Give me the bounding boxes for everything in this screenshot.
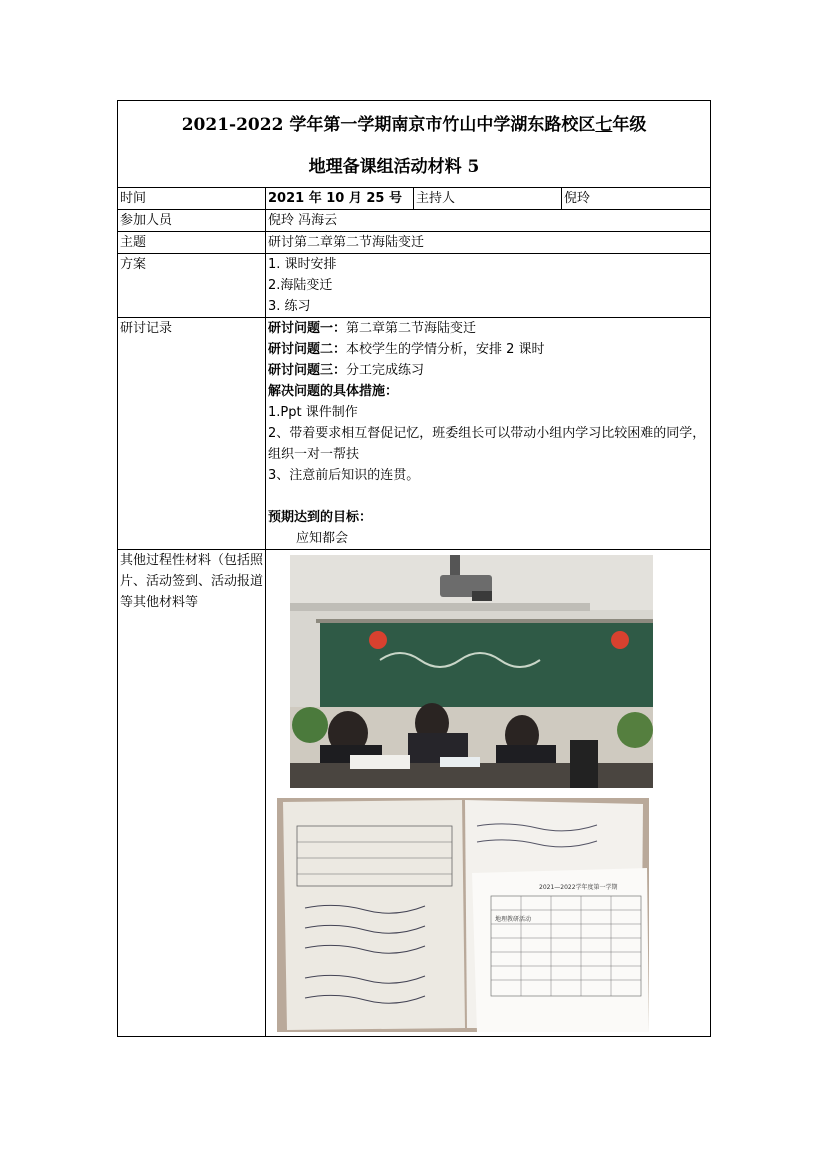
other-materials-label: 其他过程性材料（包括照片、活动签到、活动报道等其他材料等 xyxy=(118,550,266,1037)
topic-label: 主题 xyxy=(118,232,266,254)
goal-heading: 预期达到的目标： xyxy=(268,510,373,525)
topic-value: 研讨第二章第二节海陆变迁 xyxy=(266,232,711,254)
plan-list xyxy=(266,254,711,318)
host-value: 倪玲 xyxy=(562,188,711,210)
goal-text: 应知都会 xyxy=(296,531,349,546)
participants-label: 参加人员 xyxy=(118,210,266,232)
title-suffix: 年级 xyxy=(612,115,647,135)
title-line-1 xyxy=(120,113,708,137)
time-value: 2021 年 10 月 25 号 xyxy=(266,188,414,210)
blank-line xyxy=(268,486,708,507)
plan-label: 方案 xyxy=(118,254,266,318)
activity-form-table xyxy=(117,100,711,1037)
plan-item: 3. 练习 xyxy=(268,299,311,314)
record-content xyxy=(266,318,711,550)
title-grade: 七 xyxy=(595,115,613,135)
participants-value: 倪玲 冯海云 xyxy=(266,210,711,232)
form-title xyxy=(118,101,711,188)
measure-item: 3、注意前后知识的连贯。 xyxy=(268,468,420,483)
sheet-handwriting: 地理教研活动 xyxy=(495,916,532,923)
title-prefix: 2021-2022 学年第一学期南京市竹山中学湖东路校区 xyxy=(181,115,596,135)
record-item: 研讨问题一：第二章第二节海陆变迁 xyxy=(268,321,477,336)
plan-item: 2.海陆变迁 xyxy=(268,278,333,293)
record-label: 研讨记录 xyxy=(118,318,266,550)
host-label: 主持人 xyxy=(414,188,562,210)
time-label: 时间 xyxy=(118,188,266,210)
photos-cell xyxy=(266,550,711,1037)
meeting-photo xyxy=(290,555,653,788)
sheet-header: 2021—2022学年度第一学期 xyxy=(539,884,618,891)
title-line-2: 地理备课组活动材料 5 xyxy=(308,157,480,177)
measure-item: 1.Ppt 课件制作 xyxy=(268,405,358,420)
record-item: 研讨问题二：本校学生的学情分析，安排 2 课时 xyxy=(268,342,545,357)
plan-item: 1. 课时安排 xyxy=(268,257,337,272)
measure-item: 2、带着要求相互督促记忆，班委组长可以带动小组内学习比较困难的同学，组织一对一帮扶 xyxy=(268,426,706,462)
record-item: 研讨问题三：分工完成练习 xyxy=(268,363,425,378)
measures-heading: 解决问题的具体措施： xyxy=(268,384,399,399)
sign-in-sheet-photo xyxy=(277,798,649,1032)
